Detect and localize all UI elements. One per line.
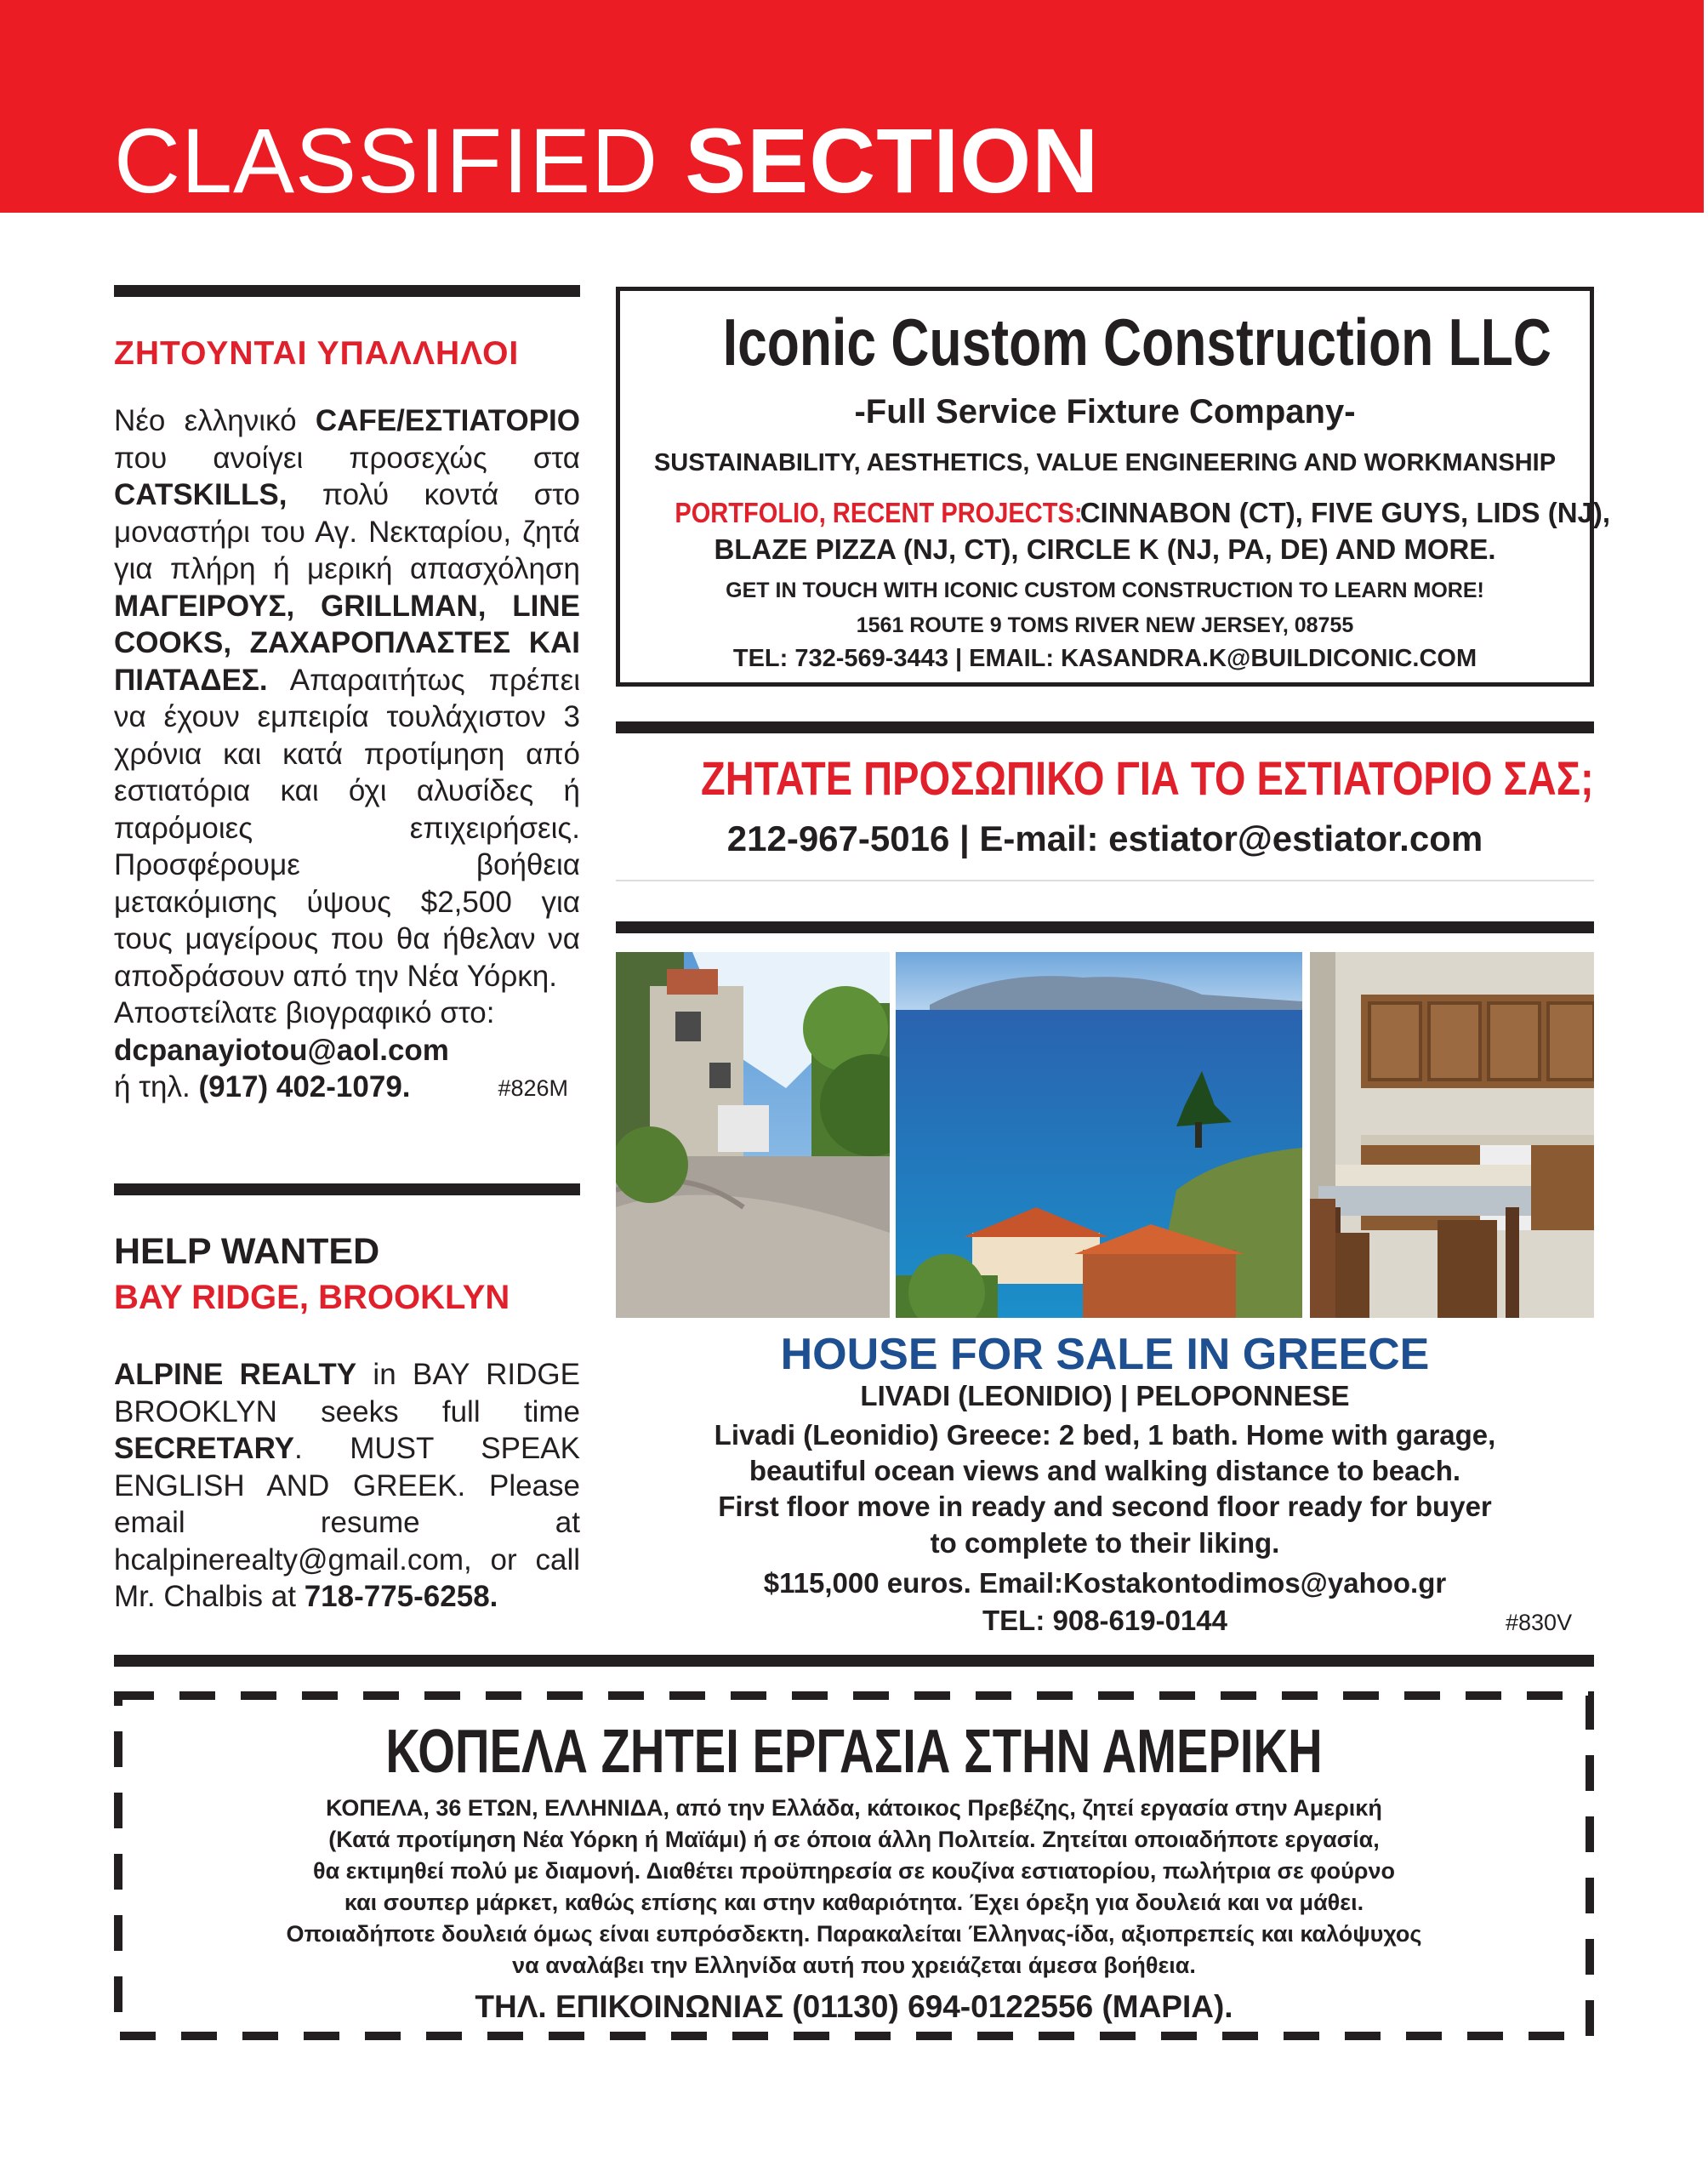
send-label: Αποστείλατε βιογραφικό στο: xyxy=(114,996,495,1029)
help-wanted-heading: HELP WANTED xyxy=(114,1231,380,1272)
girl-ad-title-text: ΚΟΠΕΛΑ ΖΗΤΕΙ ΕΡΓΑΣΙΑ ΣΤΗΝ ΑΜΕΡΙΚΗ xyxy=(385,1718,1323,1786)
text: που ανοίγει προσεχώς στα xyxy=(114,441,580,475)
phone-prefix: ή τηλ. xyxy=(114,1070,199,1103)
iconic-portfolio-line2: BLAZE PIZZA (NJ, CT), CIRCLE K (NJ, PA, DE) AND MORE. xyxy=(714,533,1496,565)
girl-ad-line6: να αναλάβει την Ελληνίδα αυτή που χρειάζεται άμεσα βοήθεια. xyxy=(512,1953,1196,1978)
portfolio-projects: CINNABON (CT), FIVE GUYS, LIDS (NJ), xyxy=(1072,497,1611,528)
divider xyxy=(616,921,1594,933)
girl-ad-phone: ΤΗΛ. ΕΠΙΚΟΙΝΩΝΙΑΣ (01130) 694-0122556 (ΜΑΡΙΑ). xyxy=(475,1989,1233,2024)
girl-ad-line3: θα εκτιμηθεί πολύ με διαμονή. Διαθέτει προϋπηρεσία σε κουζίνα εστιατορίου, πωλήτρια σε φούρνο xyxy=(312,1858,1396,1884)
house-title: HOUSE FOR SALE IN GREECE xyxy=(780,1330,1430,1379)
iconic-portfolio-line1 xyxy=(619,497,1611,529)
iconic-address: 1561 ROUTE 9 TOMS RIVER NEW JERSEY, 08755 xyxy=(856,613,1354,637)
staff-ad-contact: 212-967-5016 | E-mail: estiator@estiator.com xyxy=(726,818,1483,858)
kitchen-photo xyxy=(1310,952,1594,1318)
text: 718-775-6258. xyxy=(304,1580,498,1613)
house-tel: TEL: 908-619-0144 xyxy=(982,1605,1227,1636)
house-line3: First floor move in ready and second floor ready for buyer xyxy=(718,1491,1492,1522)
help-wanted-body xyxy=(114,1356,580,1616)
house-line4: to complete to their liking. xyxy=(930,1527,1280,1559)
portfolio-label: PORTFOLIO, RECENT PROJECTS: xyxy=(675,497,1083,528)
divider xyxy=(114,285,580,297)
text: in BAY RIDGE BROOKLYN seeks full time xyxy=(114,1358,580,1428)
text: Απαραιτήτως πρέπει να έχουν εμπειρία τουλάχιστον 3 χρόνια και κατά προτίμηση από εστιατόρια και όχι αλυσίδες ή παρόμοιες επιχειρήσεις. Προσφέρουμε βοήθεια μετακόμισης ύψους $2,500 για τους μαγείρους που θα ήθελαν να αποδράσουν από την Νέα Υόρκη. xyxy=(114,663,580,993)
house-line2: beautiful ocean views and walking distance to beach. xyxy=(749,1455,1461,1486)
iconic-subtitle: -Full Service Fixture Company- xyxy=(854,393,1356,430)
divider xyxy=(114,1655,1594,1667)
text: SECRETARY xyxy=(114,1432,294,1465)
title-bold: SECTION xyxy=(685,109,1100,212)
house-photo-art xyxy=(616,952,890,1318)
staff-ad-heading xyxy=(616,750,1594,806)
divider xyxy=(616,721,1594,733)
sea-view-photo xyxy=(896,952,1302,1318)
girl-ad-line2: (Κατά προτίμηση Νέα Υόρκη ή Μαϊάμι) ή σε όποια άλλη Πολιτεία. Ζητείται οποιαδήποτε εργασία, xyxy=(328,1827,1380,1852)
email-link[interactable]: dcpanayiotou@aol.com xyxy=(114,1033,449,1067)
greek-job-heading: ΖΗΤΟΥΝΤΑΙ ΥΠΑΛΛΗΛΟΙ xyxy=(114,335,520,372)
text: CATSKILLS, xyxy=(114,478,288,511)
help-wanted-subheading: BAY RIDGE, BROOKLYN xyxy=(114,1279,510,1316)
staff-ad-heading-text: ΖΗΤΑΤΕ ΠΡΟΣΩΠΙΚΟ ΓΙΑ ΤΟ ΕΣΤΙΑΤΟΡΙΟ ΣΑΣ; xyxy=(700,751,1594,805)
ad-code: #826M xyxy=(498,1075,568,1101)
title-light: CLASSIFIED xyxy=(114,109,686,212)
iconic-contact-line: GET IN TOUCH WITH ICONIC CUSTOM CONSTRUCTION TO LEARN MORE! xyxy=(726,579,1484,602)
greek-job-body xyxy=(114,402,580,1106)
girl-ad-line5: Οποιαδήποτε δουλειά όμως είναι ευπρόσδεκτη. Παρακαλείται Έλληνας-ίδα, αξιοπρεπείς και καλόψυχος xyxy=(286,1921,1422,1947)
house-location: LIVADI (LEONIDIO) | PELOPONNESE xyxy=(860,1380,1350,1411)
girl-ad-line1: ΚΟΠΕΛΑ, 36 ΕΤΩΝ, ΕΛΛΗΝΙΔΑ, από την Ελλάδα, κάτοικος Πρεβέζης, ζητεί εργασία στην Αμερική xyxy=(326,1795,1382,1821)
iconic-title xyxy=(619,304,1591,381)
house-line1: Livadi (Leonidio) Greece: 2 bed, 1 bath. Home with garage, xyxy=(714,1419,1496,1451)
sea-view-photo-art xyxy=(896,952,1302,1318)
text: . MUST SPEAK ENGLISH AND GREEK. Please email resume at hcalpinerealty@gmail.com, or call Mr. Chalbis at xyxy=(114,1432,580,1613)
text: πολύ κοντά στο μοναστήρι του Αγ. Νεκταρίου, ζητά για πλήρη ή μερική απασχόληση xyxy=(114,478,580,585)
iconic-tel-email: TEL: 732-569-3443 | EMAIL: KASANDRA.K@BUILDICONIC.COM xyxy=(732,645,1477,672)
divider xyxy=(616,880,1594,881)
house-line5: $115,000 euros. Email:Kostakontodimos@yahoo.gr xyxy=(763,1567,1447,1599)
text: ALPINE REALTY xyxy=(114,1358,357,1391)
text: CAFE/ΕΣΤΙΑΤΟΡΙΟ xyxy=(315,404,580,437)
house-ad-code: #830V xyxy=(1506,1610,1573,1635)
divider xyxy=(114,1183,580,1195)
text: ΜΑΓΕΙΡΟΥΣ, GRILLMAN, LINE COOKS, ΖΑΧΑΡΟΠΛΑΣΤΕΣ ΚΑΙ ΠΙΑΤΑΔΕΣ. xyxy=(114,589,580,697)
text: Νέο ελληνικό xyxy=(114,404,316,437)
kitchen-photo-art xyxy=(1310,952,1594,1318)
girl-ad-title xyxy=(114,1717,1594,1787)
house-photo xyxy=(616,952,890,1318)
iconic-title-text: Iconic Custom Construction LLC xyxy=(722,305,1551,379)
phone-number: (917) 402-1079. xyxy=(198,1070,411,1103)
girl-ad-line4: και σουπερ μάρκετ, καθώς επίσης και στην καθαριότητα. Έχει όρεξη για δουλειά και να μάθει. xyxy=(344,1890,1364,1915)
page-title xyxy=(114,109,1100,212)
iconic-values: SUSTAINABILITY, AESTHETICS, VALUE ENGINEERING AND WORKMANSHIP xyxy=(653,449,1557,476)
